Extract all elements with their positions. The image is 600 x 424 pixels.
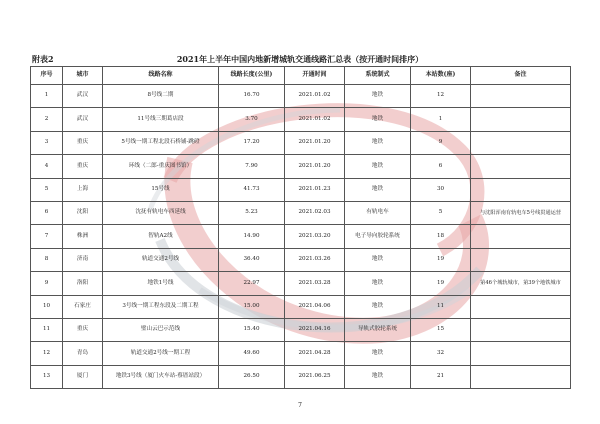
row-number-cell: 3 <box>31 131 63 154</box>
table-row <box>31 248 571 271</box>
city-cell: 重庆 <box>63 318 103 341</box>
city-cell: 重庆 <box>63 155 103 178</box>
city-cell: 上海 <box>63 178 103 201</box>
remark-cell <box>471 155 571 178</box>
line-name-cell: 地铁3号线（厦门火车站-蔡厝站段） <box>103 365 219 388</box>
row-number-cell: 1 <box>31 85 63 108</box>
system-type-cell: 地铁 <box>345 342 411 365</box>
remark-cell: 与沈阳浑南有轨电车5号线贯通运营 <box>471 201 571 224</box>
row-number-cell: 4 <box>31 155 63 178</box>
line-length-cell: 3.70 <box>219 108 285 131</box>
remark-cell <box>471 131 571 154</box>
system-type-cell: 地铁 <box>345 248 411 271</box>
line-summary-table <box>30 66 571 389</box>
opening-date-cell: 2021.04.16 <box>285 318 345 341</box>
city-cell: 重庆 <box>63 131 103 154</box>
column-header: 序号 <box>31 67 63 85</box>
system-type-cell: 地铁 <box>345 85 411 108</box>
station-count-cell: 15 <box>411 318 471 341</box>
table-row <box>31 155 571 178</box>
remark-cell <box>471 225 571 248</box>
line-name-cell: 11号线三期葛店段 <box>103 108 219 131</box>
opening-date-cell: 2021.02.03 <box>285 201 345 224</box>
system-type-cell: 电子导向胶轮系统 <box>345 225 411 248</box>
station-count-cell: 18 <box>411 225 471 248</box>
annex-label: 附表2 <box>32 54 54 64</box>
remark-cell <box>471 365 571 388</box>
remark-cell <box>471 295 571 318</box>
city-cell: 济南 <box>63 248 103 271</box>
system-type-cell: 地铁 <box>345 295 411 318</box>
column-header: 本站数(座) <box>411 67 471 85</box>
city-cell: 厦门 <box>63 365 103 388</box>
page-number: 7 <box>298 402 302 409</box>
table-row <box>31 342 571 365</box>
city-cell: 洛阳 <box>63 272 103 295</box>
line-name-cell: 轨道交通2号线一期工程 <box>103 342 219 365</box>
city-cell: 石家庄 <box>63 295 103 318</box>
line-name-cell: 璧山云巴示范线 <box>103 318 219 341</box>
line-length-cell: 16.70 <box>219 85 285 108</box>
row-number-cell: 5 <box>31 178 63 201</box>
opening-date-cell: 2021.03.26 <box>285 248 345 271</box>
station-count-cell: 19 <box>411 272 471 295</box>
table-row <box>31 201 571 224</box>
table-row <box>31 225 571 248</box>
table-row <box>31 108 571 131</box>
row-number-cell: 6 <box>31 201 63 224</box>
table-header-area <box>30 50 570 66</box>
city-cell: 青岛 <box>63 342 103 365</box>
opening-date-cell: 2021.06.25 <box>285 365 345 388</box>
system-type-cell: 地铁 <box>345 155 411 178</box>
system-type-cell: 地铁 <box>345 365 411 388</box>
row-number-cell: 10 <box>31 295 63 318</box>
remark-cell <box>471 318 571 341</box>
station-count-cell: 5 <box>411 201 471 224</box>
line-name-cell: 3号线一期工程东段及二期工程 <box>103 295 219 318</box>
table-row <box>31 178 571 201</box>
line-name-cell: 地铁1号线 <box>103 272 219 295</box>
table-row <box>31 85 571 108</box>
system-type-cell: 导轨式胶轮系统 <box>345 318 411 341</box>
line-length-cell: 15.00 <box>219 295 285 318</box>
opening-date-cell: 2021.03.28 <box>285 272 345 295</box>
line-name-cell: 智轨A2线 <box>103 225 219 248</box>
remark-cell <box>471 108 571 131</box>
opening-date-cell: 2021.01.23 <box>285 178 345 201</box>
opening-date-cell: 2021.04.28 <box>285 342 345 365</box>
column-header: 系统制式 <box>345 67 411 85</box>
station-count-cell: 30 <box>411 178 471 201</box>
line-length-cell: 7.90 <box>219 155 285 178</box>
remark-cell <box>471 85 571 108</box>
station-count-cell: 11 <box>411 295 471 318</box>
column-header: 城市 <box>63 67 103 85</box>
city-cell: 武汉 <box>63 85 103 108</box>
opening-date-cell: 2021.01.20 <box>285 155 345 178</box>
row-number-cell: 12 <box>31 342 63 365</box>
row-number-cell: 11 <box>31 318 63 341</box>
remark-cell <box>471 342 571 365</box>
table-row <box>31 318 571 341</box>
column-header: 线路长度(公里) <box>219 67 285 85</box>
station-count-cell: 12 <box>411 85 471 108</box>
line-name-cell: 8号线二期 <box>103 85 219 108</box>
city-cell: 武汉 <box>63 108 103 131</box>
line-length-cell: 22.97 <box>219 272 285 295</box>
row-number-cell: 2 <box>31 108 63 131</box>
remark-cell <box>471 178 571 201</box>
line-length-cell: 15.40 <box>219 318 285 341</box>
opening-date-cell: 2021.01.20 <box>285 131 345 154</box>
table-row <box>31 295 571 318</box>
line-length-cell: 41.73 <box>219 178 285 201</box>
station-count-cell: 21 <box>411 365 471 388</box>
system-type-cell: 地铁 <box>345 131 411 154</box>
station-count-cell: 6 <box>411 155 471 178</box>
system-type-cell: 地铁 <box>345 272 411 295</box>
table-row <box>31 365 571 388</box>
line-name-cell: 15号线 <box>103 178 219 201</box>
city-cell: 沈阳 <box>63 201 103 224</box>
line-name-cell: 环线（二郎-重庆图书馆） <box>103 155 219 178</box>
line-name-cell: 5号线一期工程北段石桥铺-跳磴 <box>103 131 219 154</box>
row-number-cell: 8 <box>31 248 63 271</box>
system-type-cell: 地铁 <box>345 108 411 131</box>
station-count-cell: 32 <box>411 342 471 365</box>
column-header: 开通时间 <box>285 67 345 85</box>
station-count-cell: 9 <box>411 131 471 154</box>
table-row <box>31 272 571 295</box>
station-count-cell: 19 <box>411 248 471 271</box>
line-name-cell: 沈抚有轨电车西延线 <box>103 201 219 224</box>
table-row <box>31 131 571 154</box>
line-name-cell: 轨道交通2号线 <box>103 248 219 271</box>
city-cell: 株洲 <box>63 225 103 248</box>
line-length-cell: 5.23 <box>219 201 285 224</box>
row-number-cell: 13 <box>31 365 63 388</box>
row-number-cell: 7 <box>31 225 63 248</box>
line-length-cell: 14.90 <box>219 225 285 248</box>
remark-cell <box>471 248 571 271</box>
remark-cell: 第46个城轨城市，第39个地铁城市 <box>471 272 571 295</box>
opening-date-cell: 2021.01.02 <box>285 108 345 131</box>
row-number-cell: 9 <box>31 272 63 295</box>
opening-date-cell: 2021.01.02 <box>285 85 345 108</box>
station-count-cell: 1 <box>411 108 471 131</box>
opening-date-cell: 2021.04.06 <box>285 295 345 318</box>
line-length-cell: 17.20 <box>219 131 285 154</box>
table-header-row <box>31 67 571 85</box>
line-length-cell: 26.50 <box>219 365 285 388</box>
column-header: 线路名称 <box>103 67 219 85</box>
line-length-cell: 36.40 <box>219 248 285 271</box>
table-title: 2021年上半年中国内地新增城轨交通线路汇总表（按开通时间排序） <box>176 54 424 64</box>
system-type-cell: 有轨电车 <box>345 201 411 224</box>
column-header: 备注 <box>471 67 571 85</box>
line-length-cell: 49.60 <box>219 342 285 365</box>
system-type-cell: 地铁 <box>345 178 411 201</box>
opening-date-cell: 2021.03.20 <box>285 225 345 248</box>
